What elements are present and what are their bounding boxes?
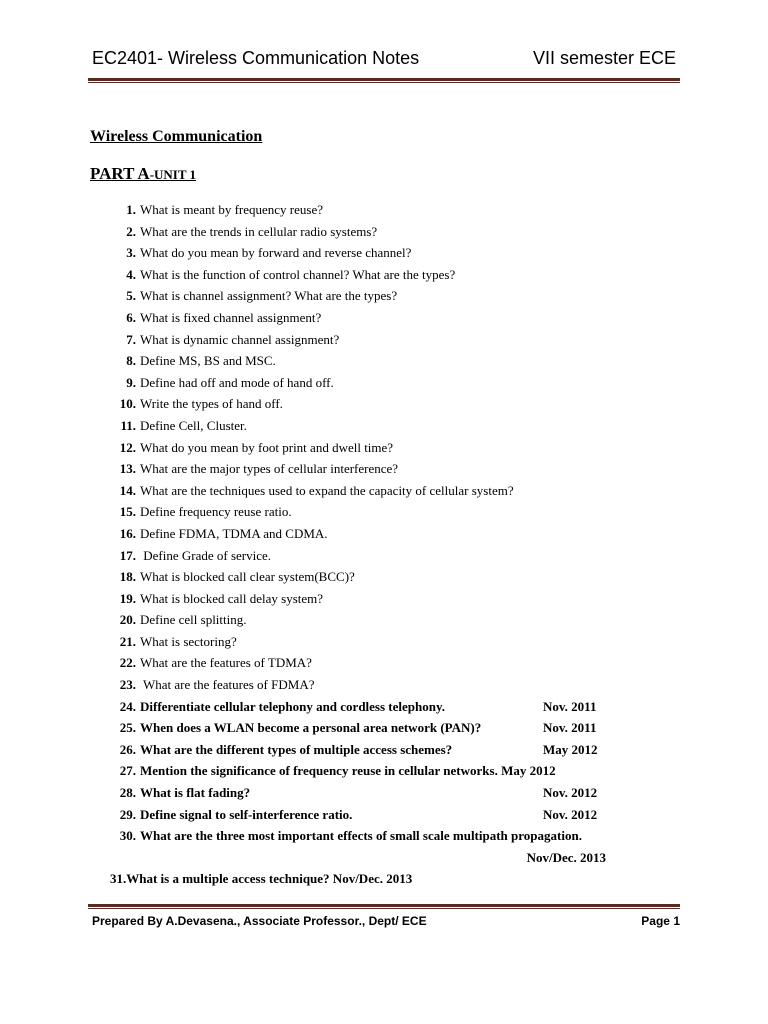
- question-number: 14.: [119, 482, 136, 498]
- list-item: [110, 372, 670, 394]
- question-number: 19.: [119, 590, 136, 606]
- question-text: What is meant by frequency reuse?: [140, 202, 324, 217]
- list-item: [110, 760, 670, 782]
- unit-label: -UNIT 1: [149, 167, 197, 182]
- question-text: What is the function of control channel? What are the types?: [140, 266, 456, 282]
- page-header: [92, 48, 676, 69]
- question-text: Write the types of hand off.: [140, 396, 283, 412]
- list-item: [110, 285, 670, 307]
- question-number: 15.: [119, 504, 136, 520]
- question-number: 29.: [119, 806, 136, 822]
- question-number: 5.: [126, 288, 136, 304]
- question-text: Define signal to self-interference ratio.: [140, 806, 353, 822]
- list-item: [110, 782, 670, 804]
- list-item: [110, 739, 670, 761]
- header-rule-thin: [88, 82, 680, 83]
- question-text: Define Cell, Cluster.: [140, 417, 247, 433]
- question-number: 2.: [126, 223, 136, 239]
- question-number: 18.: [119, 569, 136, 585]
- question-number: 3.: [126, 245, 136, 261]
- question-number: 7.: [126, 331, 136, 347]
- list-item: [110, 199, 670, 221]
- question-number: 10.: [119, 396, 136, 412]
- list-item: [110, 609, 670, 631]
- list-item: [110, 717, 670, 739]
- footer-rule-thin: [88, 908, 680, 909]
- question-text: What are the three most important effects of small scale multipath propagation.: [140, 828, 582, 844]
- list-item: [110, 393, 670, 415]
- question-text: What is blocked call clear system(BCC)?: [140, 569, 355, 585]
- exam-date: Nov. 2011: [543, 698, 597, 714]
- list-item: [110, 415, 670, 437]
- question-text: What is flat fading?: [140, 785, 251, 801]
- list-item: [110, 437, 670, 459]
- question-number: 13.: [119, 461, 136, 477]
- question-text: What do you mean by forward and reverse channel?: [140, 245, 412, 261]
- question-number: 27.: [119, 763, 136, 779]
- question-text: What are the major types of cellular interference?: [140, 461, 399, 477]
- question-number: 22.: [119, 655, 136, 671]
- question-number: 11.: [120, 417, 136, 433]
- question-text: What are the techniques used to expand the capacity of cellular system?: [140, 482, 514, 498]
- question-number: 6.: [126, 309, 136, 325]
- list-item: [110, 696, 670, 718]
- list-item: [110, 458, 670, 480]
- list-item: [110, 825, 670, 847]
- list-item: 31.What is a multiple access technique? Nov/Dec. 2013: [110, 871, 413, 887]
- list-item: [110, 631, 670, 653]
- exam-date: Nov. 2012: [543, 785, 598, 801]
- list-item: [110, 350, 670, 372]
- question-number: 16.: [119, 525, 136, 541]
- question-text: Define cell splitting.: [140, 612, 247, 628]
- question-number: 8.: [126, 353, 136, 369]
- list-item: [110, 652, 670, 674]
- exam-date: Nov. 2011: [543, 720, 597, 736]
- footer-page-number: Page 1: [641, 914, 680, 928]
- list-item: [110, 545, 670, 567]
- question-number: 24.: [119, 698, 136, 714]
- question-text: When does a WLAN become a personal area network (PAN)?: [140, 720, 482, 736]
- question-number: 26.: [119, 741, 136, 757]
- question-number: 20.: [119, 612, 136, 628]
- question-number: 9.: [126, 374, 136, 390]
- question-text: What are the features of TDMA?: [140, 655, 312, 671]
- list-item: [110, 242, 670, 264]
- list-item: [110, 674, 670, 696]
- exam-date-continued: Nov/Dec. 2013: [526, 849, 606, 865]
- question-number: 1.: [126, 202, 136, 217]
- header-rule-thick: [88, 78, 680, 81]
- question-number: 30.: [119, 828, 136, 844]
- question-number: 4.: [126, 266, 136, 282]
- list-item: [110, 221, 670, 243]
- question-number: 23.: [119, 677, 136, 693]
- question-text: Define Grade of service.: [140, 547, 272, 563]
- list-item: [110, 523, 670, 545]
- question-text: Define FDMA, TDMA and CDMA.: [140, 525, 328, 541]
- question-text: What is channel assignment? What are the types?: [140, 288, 398, 304]
- question-list: [110, 199, 670, 890]
- question-text: What is sectoring?: [140, 633, 237, 649]
- question-text: What is dynamic channel assignment?: [140, 331, 340, 347]
- question-text: Define frequency reuse ratio.: [140, 504, 292, 520]
- question-text: Define MS, BS and MSC.: [140, 353, 276, 369]
- list-item: [110, 480, 670, 502]
- part-label: PART A: [90, 164, 150, 183]
- exam-date: Nov. 2012: [543, 806, 598, 822]
- list-item: [110, 501, 670, 523]
- question-number: 21.: [119, 633, 136, 649]
- list-item: [110, 329, 670, 351]
- question-text: What is fixed channel assignment?: [140, 309, 322, 325]
- header-semester: VII semester ECE: [532, 48, 676, 68]
- question-text: Mention the significance of frequency reuse in cellular networks. May 2012: [140, 763, 556, 779]
- footer-prepared-by: Prepared By A.Devasena., Associate Professor., Dept/ ECE: [92, 914, 427, 928]
- footer-rule-thick: [88, 904, 680, 907]
- question-number: 25.: [119, 720, 136, 736]
- list-item: [110, 264, 670, 286]
- list-item: [110, 566, 670, 588]
- part-title: [90, 164, 196, 184]
- question-text: What are the features of FDMA?: [140, 677, 315, 693]
- question-text: What are the trends in cellular radio systems?: [140, 223, 378, 239]
- question-text: Differentiate cellular telephony and cordless telephony.: [140, 698, 445, 714]
- question-number: 28.: [119, 785, 136, 801]
- list-item: [110, 307, 670, 329]
- question-text: What do you mean by foot print and dwell time?: [140, 439, 394, 455]
- question-text: What is blocked call delay system?: [140, 590, 324, 606]
- question-text: Define had off and mode of hand off.: [140, 374, 334, 390]
- page-footer: [92, 914, 680, 928]
- header-title: EC2401- Wireless Communication Notes: [92, 48, 420, 68]
- question-number: 12.: [119, 439, 136, 455]
- list-item: [110, 804, 670, 826]
- section-title: Wireless Communication: [90, 128, 263, 145]
- question-text: What are the different types of multiple access schemes?: [140, 741, 453, 757]
- list-item: [110, 588, 670, 610]
- question-number: 17.: [119, 547, 136, 563]
- exam-date: May 2012: [543, 741, 598, 757]
